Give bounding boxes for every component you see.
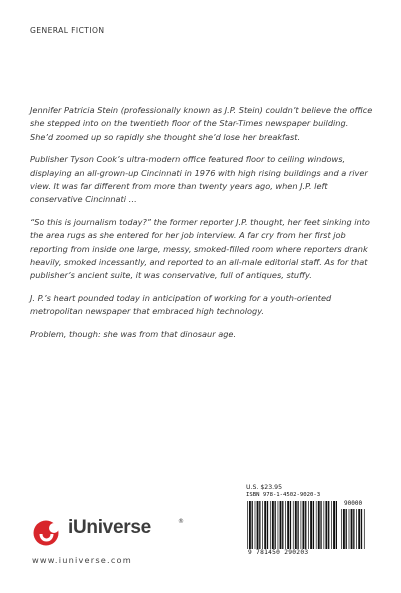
isbn-text: ISBN 978-1-4502-9020-3 [246,492,321,498]
iuniverse-logo-icon [32,518,64,548]
blurb-paragraph-4: J. P.’s heart pounded today in anticipation of working for a youth-oriented metropolitan newspaper that embraced high technology. [30,292,332,317]
registered-mark: ® [178,518,184,525]
back-cover-blurb [30,104,374,350]
barcode-number: 9 781450 290203 [248,549,309,556]
blurb-paragraph-1: Jennifer Patricia Stein (professionally known as J.P. Stein) couldn’t believe the office she stepped into on the twentieth floor of the Star-Times newspaper building. She’d zoomed up so rapidly she thought she’d lose her breakfast. [30,105,373,142]
barcode-addon-number: 90000 [344,500,363,507]
blurb-paragraph-3: “So this is journalism today?” the former reporter J.P. thought, her feet sinking into the area rugs as she entered for her job interview. A far cry from her first job reporting from inside one large, messy, smoked-filled room where reporters drank heavily, smoked incessantly, and reported to an all-male editorial staff. As for that publisher’s ancient suite, it was conservative, full of antiques, stuffy. [30,216,370,281]
publisher-logo [32,515,182,549]
ean-barcode-icon [246,501,338,549]
addon-barcode-icon [340,509,366,549]
barcode [246,492,368,558]
blurb-paragraph-5: Problem, though: she was from that dinosaur age. [30,328,237,339]
publisher-name: iUniverse [68,517,151,538]
blurb-paragraph-2: Publisher Tyson Cook’s ultra-modern office featured floor to ceiling windows, displaying an all-grown-up Cincinnati in 1976 with high rising buildings and a river view. It was far different from more than twenty years ago, when J.P. left conservative Cincinnati … [30,154,368,205]
price-label: U.S. $23.95 [246,484,283,491]
publisher-url: www.iuniverse.com [32,555,132,565]
genre-label: GENERAL FICTION [30,26,105,35]
